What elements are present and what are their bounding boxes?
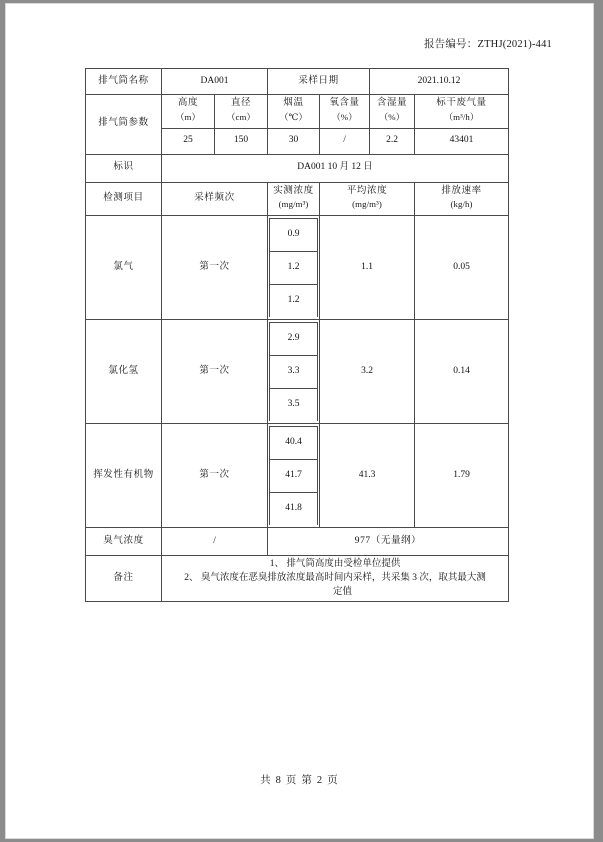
- page-footer: 共 8 页 第 2 页: [260, 775, 339, 786]
- table-row-remark: [86, 556, 509, 602]
- measured-value: 3.5: [270, 389, 318, 422]
- param-value-flue-temp: 30: [268, 128, 320, 154]
- odor-label: 臭气浓度: [86, 528, 162, 556]
- param-header-oxygen: 氧含量 （%）: [320, 95, 370, 129]
- measured-values-cell: [268, 424, 320, 528]
- column-header-item: 检测项目: [86, 182, 162, 216]
- stack-params-label: 排气筒参数: [86, 95, 162, 155]
- measured-values-list: [269, 322, 318, 421]
- column-header-rate: 排放速率 (kg/h): [415, 182, 509, 216]
- stack-name-label: 排气筒名称: [86, 69, 162, 95]
- item-name: 挥发性有机物: [86, 424, 162, 528]
- measured-value: 1.2: [270, 252, 318, 285]
- param-value-dry-gas-volume: 43401: [415, 128, 509, 154]
- column-header-average: 平均浓度 (mg/m³): [320, 182, 415, 216]
- table-row-column-headers: [86, 182, 509, 216]
- measured-value: 40.4: [270, 427, 318, 460]
- table-row: [86, 320, 509, 424]
- param-header-height: 高度 （m）: [162, 95, 215, 129]
- remark-line-1: 1、 排气筒高度由受检单位提供: [269, 559, 401, 570]
- measured-value: 2.9: [270, 323, 318, 356]
- column-header-frequency: 采样频次: [162, 182, 268, 216]
- rate-value: 0.05: [415, 216, 509, 320]
- measured-value: 41.8: [270, 493, 318, 526]
- param-value-diameter: 150: [215, 128, 268, 154]
- measured-values-cell: [268, 216, 320, 320]
- param-value-oxygen: /: [320, 128, 370, 154]
- measured-value: 0.9: [270, 219, 318, 252]
- table-row: [86, 424, 509, 528]
- item-name: 氯化氢: [86, 320, 162, 424]
- mark-label: 标识: [86, 154, 162, 182]
- remark-line-2: 2、 臭气浓度在恶臭排放浓度最高时间内采样，共采集 3 次，取其最大测: [184, 572, 486, 583]
- measured-value: 3.3: [270, 356, 318, 389]
- document-page: [6, 4, 593, 838]
- item-frequency: 第一次: [162, 216, 268, 320]
- item-frequency: 第一次: [162, 424, 268, 528]
- param-header-diameter: 直径 （cm）: [215, 95, 268, 129]
- remark-label: 备注: [86, 556, 162, 602]
- param-value-height: 25: [162, 128, 215, 154]
- table-row-stack-name: [86, 69, 509, 95]
- report-number: 报告编号：ZTHJ(2021)-441: [423, 39, 552, 50]
- sampling-date-value: 2021.10.12: [370, 69, 509, 95]
- table-row: [86, 216, 509, 320]
- sampling-date-label: 采样日期: [268, 69, 370, 95]
- measured-values-cell: [268, 320, 320, 424]
- table-row-mark: [86, 154, 509, 182]
- remark-line-3: 定值: [333, 586, 353, 597]
- rate-value: 1.79: [415, 424, 509, 528]
- table-row-odor: [86, 528, 509, 556]
- param-header-dry-gas-volume: 标干废气量 （m³/h）: [415, 95, 509, 129]
- mark-value: DA001 10 月 12 日: [162, 154, 509, 182]
- item-frequency: 第一次: [162, 320, 268, 424]
- measured-values-list: [269, 426, 318, 525]
- average-value: 3.2: [320, 320, 415, 424]
- stack-name-value: DA001: [162, 69, 268, 95]
- odor-value: 977（无量纲）: [268, 528, 509, 556]
- param-header-humidity: 含湿量 （%）: [370, 95, 415, 129]
- column-header-measured: 实测浓度 (mg/m³): [268, 182, 320, 216]
- remark-content: [162, 556, 509, 602]
- measured-value: 41.7: [270, 460, 318, 493]
- average-value: 41.3: [320, 424, 415, 528]
- average-value: 1.1: [320, 216, 415, 320]
- param-header-flue-temp: 烟温 （℃）: [268, 95, 320, 129]
- measured-value: 1.2: [270, 285, 318, 318]
- item-name: 氯气: [86, 216, 162, 320]
- rate-value: 0.14: [415, 320, 509, 424]
- param-value-humidity: 2.2: [370, 128, 415, 154]
- table-row-param-headers: [86, 95, 509, 129]
- odor-frequency: /: [162, 528, 268, 556]
- measured-values-list: [269, 218, 318, 317]
- emission-data-table: [85, 68, 509, 602]
